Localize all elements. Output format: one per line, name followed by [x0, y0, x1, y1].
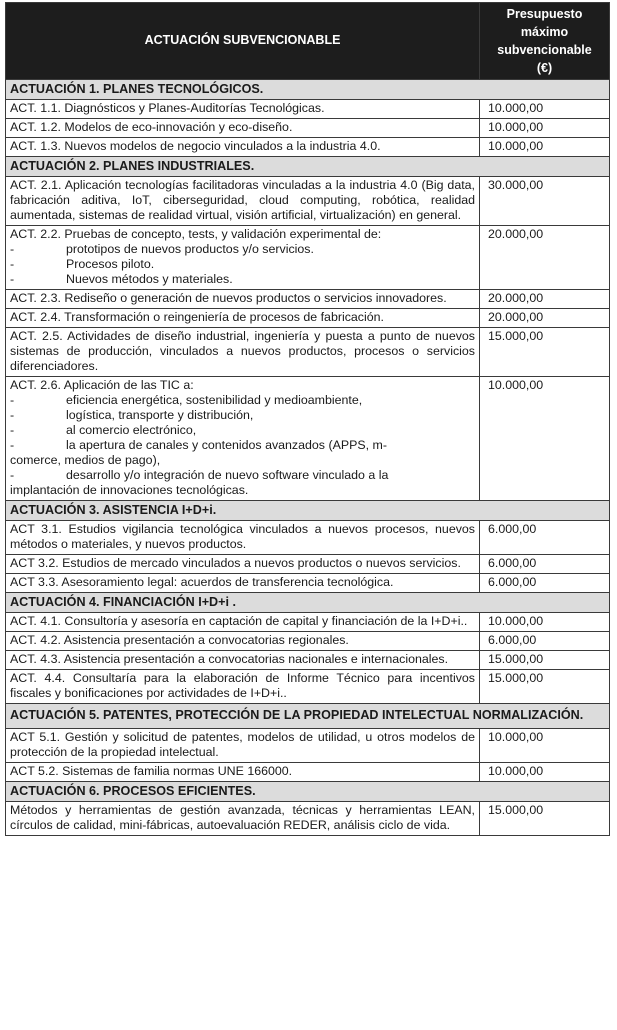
table-row [6, 309, 610, 328]
table-row [6, 613, 610, 632]
action-text: ACT 5.1. Gestión y solicitud de patentes, modelos de utilidad, u otros modelos de protección de la propiedad intelectual. [10, 730, 475, 759]
section-row [6, 157, 610, 177]
section-title: ACTUACIÓN 4. FINANCIACIÓN I+D+i . [6, 593, 610, 613]
bullet-item: - Procesos piloto. [10, 257, 475, 272]
action-text: ACT 3.1. Estudios vigilancia tecnológica vinculados a nuevos procesos, nuevos métodos o materiales, y nuevos productos. [10, 522, 475, 551]
budget-amount: 6.000,00 [480, 574, 610, 593]
table-row [6, 226, 610, 290]
action-description [6, 651, 480, 670]
header-budget-line: (€) [536, 61, 553, 75]
header-budget [480, 3, 610, 80]
table-row [6, 555, 610, 574]
action-text: ACT. 1.3. Nuevos modelos de negocio vinculados a la industria 4.0. [10, 139, 381, 153]
section-title: ACTUACIÓN 1. PLANES TECNOLÓGICOS. [6, 80, 610, 100]
section-row [6, 593, 610, 613]
subsidy-table [5, 2, 610, 836]
action-text: ACT. 2.3. Rediseño o generación de nuevos productos o servicios innovadores. [10, 291, 447, 305]
action-description [6, 100, 480, 119]
table-row [6, 763, 610, 782]
section-row [6, 782, 610, 802]
action-text: ACT. 1.2. Modelos de eco-innovación y eco-diseño. [10, 120, 293, 134]
section-title: ACTUACIÓN 2. PLANES INDUSTRIALES. [6, 157, 610, 177]
table-row [6, 119, 610, 138]
budget-amount: 10.000,00 [480, 763, 610, 782]
bullet-item: - la apertura de canales y contenidos avanzados (APPS, m- [10, 438, 475, 453]
table-row [6, 802, 610, 836]
header-budget-line: subvencionable [497, 43, 592, 57]
bullet-item: - prototipos de nuevos productos y/o servicios. [10, 242, 475, 257]
budget-amount: 20.000,00 [480, 226, 610, 290]
bullet-item: - Nuevos métodos y materiales. [10, 272, 475, 287]
action-description [6, 613, 480, 632]
table-row [6, 670, 610, 704]
budget-amount: 30.000,00 [480, 177, 610, 226]
bullet-item: - logística, transporte y distribución, [10, 408, 475, 423]
action-description [6, 290, 480, 309]
action-description [6, 802, 480, 836]
action-description [6, 226, 480, 290]
bullet-item: - al comercio electrónico, [10, 423, 475, 438]
table-row [6, 377, 610, 501]
section-row [6, 501, 610, 521]
budget-amount: 15.000,00 [480, 802, 610, 836]
budget-amount: 10.000,00 [480, 138, 610, 157]
table-row [6, 574, 610, 593]
budget-amount: 6.000,00 [480, 632, 610, 651]
action-text: ACT. 2.4. Transformación o reingeniería de procesos de fabricación. [10, 310, 384, 324]
action-description [6, 763, 480, 782]
action-text: Métodos y herramientas de gestión avanzada, técnicas y herramientas LEAN, círculos de calidad, mini-fábricas, autoevaluación REDER, análisis ciclo de vida. [10, 803, 475, 832]
table-header-row [6, 3, 610, 80]
action-description [6, 328, 480, 377]
action-text: ACT 3.3. Asesoramiento legal: acuerdos de transferencia tecnológica. [10, 575, 394, 589]
section-title: ACTUACIÓN 6. PROCESOS EFICIENTES. [6, 782, 610, 802]
section-row [6, 704, 610, 729]
action-description [6, 177, 480, 226]
bullet-continuation: implantación de innovaciones tecnológicas. [10, 483, 249, 497]
budget-amount: 20.000,00 [480, 290, 610, 309]
bullet-item: - eficiencia energética, sostenibilidad y medioambiente, [10, 393, 475, 408]
action-description [6, 309, 480, 328]
action-text: ACT. 4.1. Consultoría y asesoría en captación de capital y financiación de la I+D+i.. [10, 614, 468, 628]
action-text: ACT. 2.6. Aplicación de las TIC a: [10, 378, 194, 392]
budget-amount: 10.000,00 [480, 729, 610, 763]
action-text: ACT. 2.5. Actividades de diseño industrial, ingeniería y puesta a punto de nuevos sistemas de producción, vinculados a nuevos productos, procesos o servicios diferenciadores. [10, 329, 475, 373]
action-text: ACT. 2.2. Pruebas de concepto, tests, y validación experimental de: [10, 227, 382, 241]
action-text: ACT. 1.1. Diagnósticos y Planes-Auditorías Tecnológicas. [10, 101, 325, 115]
header-budget-line: máximo [520, 25, 569, 39]
action-description [6, 574, 480, 593]
section-title: ACTUACIÓN 3. ASISTENCIA I+D+i. [6, 501, 610, 521]
table-row [6, 138, 610, 157]
action-description [6, 670, 480, 704]
action-description [6, 555, 480, 574]
budget-amount: 15.000,00 [480, 328, 610, 377]
budget-amount: 10.000,00 [480, 377, 610, 501]
budget-amount: 10.000,00 [480, 100, 610, 119]
action-description [6, 377, 480, 501]
table-row [6, 290, 610, 309]
action-description [6, 119, 480, 138]
table-row [6, 177, 610, 226]
table-row [6, 729, 610, 763]
table-row [6, 100, 610, 119]
bullet-item: - desarrollo y/o integración de nuevo software vinculado a la [10, 468, 475, 483]
action-text: ACT. 4.4. Consultaría para la elaboración de Informe Técnico para incentivos fiscales y bonificaciones por actividades de I+D+i.. [10, 671, 475, 700]
bullet-continuation: comerce, medios de pago), [10, 453, 161, 467]
action-description [6, 729, 480, 763]
budget-amount: 10.000,00 [480, 119, 610, 138]
budget-amount: 10.000,00 [480, 613, 610, 632]
action-description [6, 632, 480, 651]
action-text: ACT 3.2. Estudios de mercado vinculados a nuevos productos o nuevos servicios. [10, 556, 461, 570]
action-description [6, 138, 480, 157]
budget-amount: 15.000,00 [480, 651, 610, 670]
header-action: ACTUACIÓN SUBVENCIONABLE [6, 3, 480, 80]
action-description [6, 521, 480, 555]
budget-amount: 20.000,00 [480, 309, 610, 328]
table-row [6, 651, 610, 670]
table-row [6, 632, 610, 651]
action-text: ACT 5.2. Sistemas de familia normas UNE 166000. [10, 764, 293, 778]
action-text: ACT. 4.3. Asistencia presentación a convocatorias nacionales e internacionales. [10, 652, 449, 666]
budget-amount: 6.000,00 [480, 521, 610, 555]
action-text: ACT. 2.1. Aplicación tecnologías facilitadoras vinculadas a la industria 4.0 (Big data, fabricación aditiva, IoT, ciberseguridad, cloud computing, robótica, realidad aumentada, sistemas de realidad virtual, visión artificial, virtualización) en general. [10, 178, 475, 222]
table-row [6, 521, 610, 555]
table-row [6, 328, 610, 377]
budget-amount: 15.000,00 [480, 670, 610, 704]
budget-amount: 6.000,00 [480, 555, 610, 574]
section-title: ACTUACIÓN 5. PATENTES, PROTECCIÓN DE LA PROPIEDAD INTELECTUAL NORMALIZACIÓN. [6, 704, 610, 729]
action-text: ACT. 4.2. Asistencia presentación a convocatorias regionales. [10, 633, 349, 647]
header-budget-line: Presupuesto [506, 7, 583, 21]
section-row [6, 80, 610, 100]
table-body [6, 80, 610, 836]
